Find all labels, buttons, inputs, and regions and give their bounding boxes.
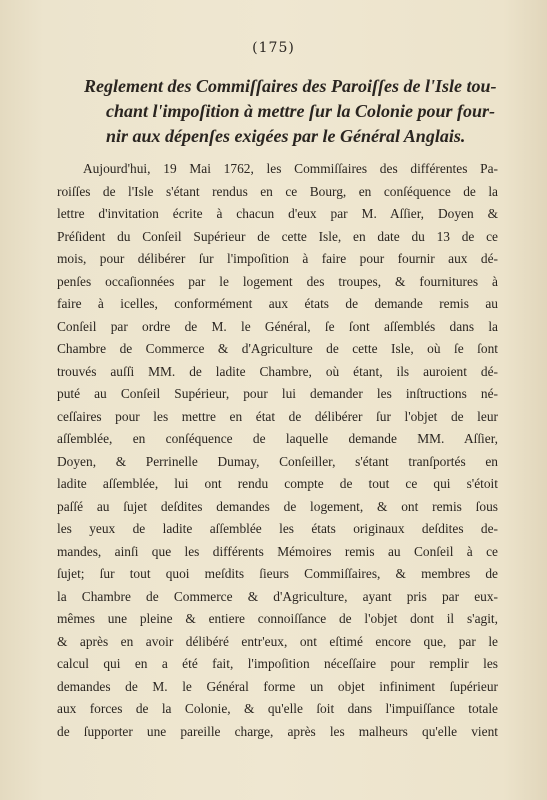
body-line: la Chambre de Commerce & d'Agriculture, ayant pris par eux-	[57, 588, 498, 604]
body-line: ladite aſſemblée, lui ont rendu compte de tout ce qui s'étoit	[57, 476, 498, 491]
body-line: & après en avoir délibéré entr'eux, ont eſtimé encore que, par le	[57, 633, 498, 649]
body-line: Chambre de Commerce & d'Agriculture de cette Isle, où ſe ſont	[57, 341, 498, 356]
body-line: mandes, ainſi que les différents Mémoires remis au Conſeil à ce	[57, 543, 498, 559]
body-line: ceſſaires pour les mettre en état de délibérer ſur l'objet de leur	[57, 408, 498, 424]
body-line: puté au Conſeil Supérieur, pour lui demander les inſtructions né-	[57, 386, 498, 401]
body-line: aux forces de la Colonie, & qu'elle ſoit dans l'impuiſſance totale	[57, 701, 498, 716]
body-line: roiſſes de l'Isle s'étant rendus en ce Bourg, en conſéquence de la	[57, 183, 498, 199]
title-line: nir aux dépenſes exigées par le Général Anglais.	[106, 126, 466, 146]
body-text	[57, 158, 498, 743]
body-line: de ſupporter une pareille charge, après les malheurs qu'elle vient	[57, 723, 498, 739]
page-title	[84, 74, 504, 149]
body-line: calcul qui en a été fait, l'impoſition néceſſaire pour remplir les	[57, 656, 498, 671]
body-line: penſes occaſionnées par le logement des troupes, & fournitures à	[57, 273, 498, 289]
body-line: ſujet; ſur tout quoi meſdits ſieurs Commiſſaires, & membres de	[57, 566, 498, 581]
body-line: Conſeil par ordre de M. le Général, ſe ſont aſſemblés dans la	[57, 318, 498, 334]
body-line: paſſé au ſujet deſdites demandes de logement, & ont remis ſous	[57, 498, 498, 514]
body-line: Préſident du Conſeil Supérieur de cette Isle, en date du 13 de ce	[57, 228, 498, 244]
body-line: faire à icelles, conformément aux états de demande remis au	[57, 296, 498, 311]
body-line: demandes de M. le Général forme un objet infiniment ſupérieur	[57, 678, 498, 694]
body-line: mêmes une pleine & entiere connoiſſance de l'objet dont il s'agit,	[57, 611, 498, 626]
title-line: chant l'impoſition à mettre ſur la Colonie pour four-	[106, 101, 496, 121]
title-line: Reglement des Commiſſaires des Paroiſſes de l'Isle tou-	[84, 76, 497, 96]
body-line: aſſemblée, en conſéquence de laquelle demande MM. Aſſier,	[57, 431, 498, 446]
body-line: mois, pour délibérer ſur l'impoſition à faire pour fournir aux dé-	[57, 251, 498, 266]
body-line: Aujourd'hui, 19 Mai 1762, les Commiſſaires des différentes Pa-	[83, 161, 498, 176]
page-number: (175)	[252, 40, 295, 56]
body-line: trouvés auſſi MM. de ladite Chambre, où étant, ils auroient dé-	[57, 363, 498, 379]
body-line: lettre d'invitation écrite à chacun d'eux par M. Aſſier, Doyen &	[57, 206, 498, 221]
body-line: les yeux de ladite aſſemblée les états originaux deſdites de-	[57, 521, 498, 536]
body-line: Doyen, & Perrinelle Dumay, Conſeiller, s'étant tranſportés en	[57, 453, 498, 469]
